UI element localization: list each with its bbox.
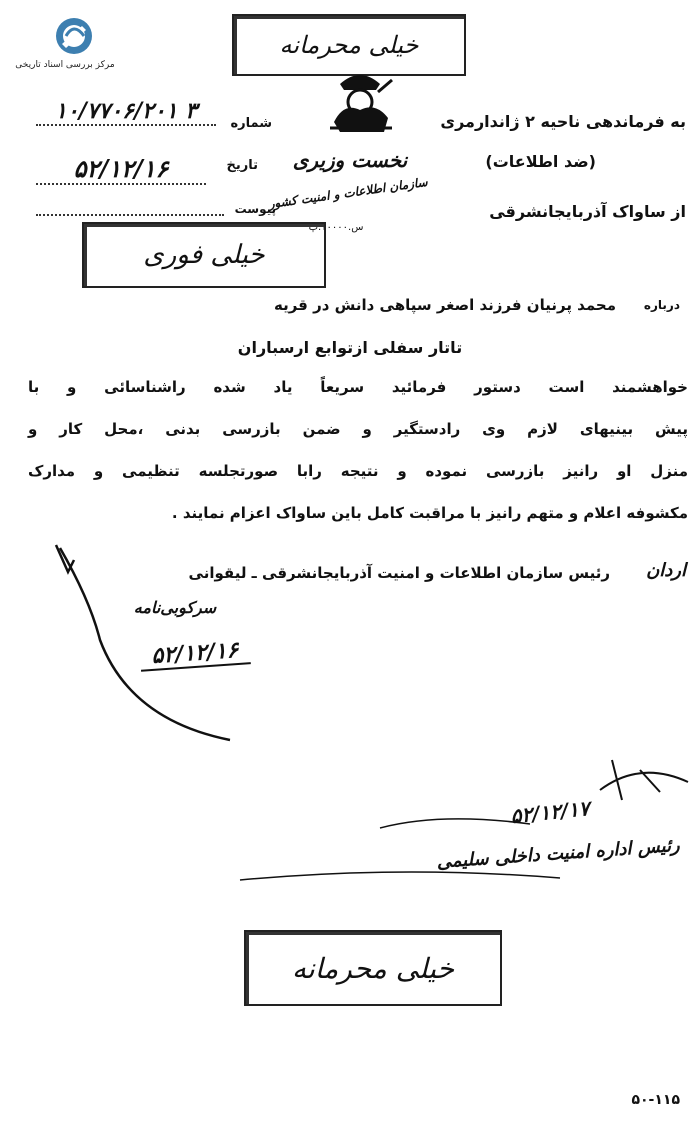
note-text: رئیس اداره امنیت داخلی سلیمی [436,834,681,873]
subject-label: درباره [643,298,680,312]
page-number: ۵۰-۱۱۵ [631,1092,680,1108]
signature-handwritten-prefix: اردان [646,560,686,581]
organization-code: س.۱۰۰۰۰.پ [308,222,364,233]
signatory-line: رئیس سازمان اطلاعات و امنیت آذربایجانشرقی ـ لیقوانی [188,564,610,582]
archive-logo-caption: مرکز بررسی اسناد تاریخی [15,60,115,70]
date-label: تاریخ [226,158,258,173]
body-line-3: منزل او رانیز بازرسی نموده و نتیجه رابا صورتجلسه تنظیمی و مدارک [28,462,688,480]
signature-scribble: سرکوبی‌نامه [133,598,217,617]
body-line-2: پیش بینیهای لازم وی رادستگیر و ضمن بازرسی بدنی ،محل کار و [28,420,688,438]
date-value: ۵۲/۱۲/۱۶ [36,154,206,185]
stamp-very-urgent: خیلی فوری [82,222,326,288]
department-label: (ضد اطلاعات) [485,152,596,171]
signature-date: ۵۲/۱۲/۱۶ [139,636,251,672]
number-value: ۳ ۱۰/۷۷۰۶/۲۰۱ [36,98,216,126]
subject-line-2: تاتار سفلی ازتوابع ارسباران [237,338,463,357]
note-date: ۵۲/۱۲/۱۷ [509,795,591,829]
sender-line: از ساواک آذربایجانشرقی [489,202,686,221]
body-line-1: خواهشمند است دستور فرمائید سریعاً یاد شده راشناسائی و با [28,378,688,396]
stamp-very-confidential-bottom: خیلی محرمانه [244,930,502,1006]
ministry-title: نخست وزیری [292,148,408,172]
recipient-line: به فرماندهی ناحیه ۲ ژاندارمری [440,112,686,131]
organization-title: سازمان اطلاعات و امنیت کشور [267,174,429,212]
stamp-very-confidential-top: خیلی محرمانه [232,14,466,76]
attachment-label: پیوست [234,202,276,216]
body-line-4: مکشوفه اعلام و متهم رانیز با مراقبت کامل باین ساواک اعزام نمایند . [171,504,688,522]
subject-text: محمد پرنیان فرزند اصغر سپاهی دانش در قریه [273,296,616,314]
number-label: شماره [230,116,272,131]
